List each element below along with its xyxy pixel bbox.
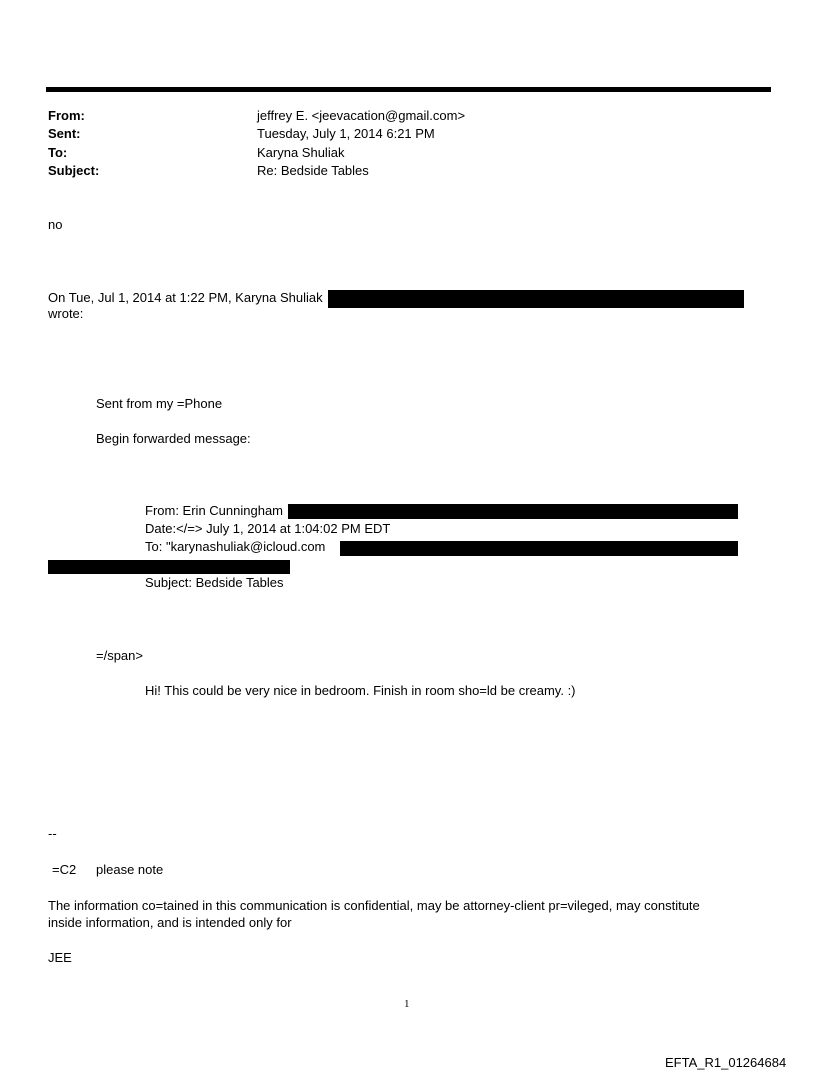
- page-number: 1: [404, 998, 410, 1010]
- redaction-bar: [48, 560, 290, 574]
- from-label: From:: [48, 108, 85, 123]
- subject-label: Subject:: [48, 163, 100, 178]
- to-value: Karyna Shuliak: [257, 145, 345, 160]
- forwarded-subject: Subject: Bedside Tables: [145, 575, 284, 590]
- initials: JEE: [48, 950, 72, 965]
- forwarded-date: Date:</=> July 1, 2014 at 1:04:02 PM EDT: [145, 521, 391, 536]
- span-artifact: =/span>: [96, 648, 143, 663]
- redaction-bar: [288, 504, 738, 519]
- forwarded-from: From: Erin Cunningham: [145, 503, 283, 518]
- disclaimer-line-1: The information co=tained in this communication is confidential, may be attorney-client pr=vileged, may constitute: [48, 898, 700, 913]
- to-label: To:: [48, 145, 68, 160]
- header-divider: [46, 87, 771, 92]
- message-text: Hi! This could be very nice in bedroom. Finish in room sho=ld be creamy. :): [145, 683, 576, 698]
- sent-label: Sent:: [48, 126, 81, 141]
- from-value: jeffrey E. <jeevacation@gmail.com>: [257, 108, 466, 123]
- forwarded-to: To: "karynashuliak@icloud.com: [145, 539, 326, 554]
- signature-separator: --: [48, 826, 57, 841]
- sent-from-line: Sent from my =Phone: [96, 396, 223, 411]
- redaction-bar: [340, 541, 738, 556]
- begin-forwarded-line: Begin forwarded message:: [96, 431, 251, 446]
- quote-intro-wrote: wrote:: [48, 306, 84, 321]
- subject-value: Re: Bedside Tables: [257, 163, 369, 178]
- sent-value: Tuesday, July 1, 2014 6:21 PM: [257, 126, 435, 141]
- c2-artifact: =C2: [52, 862, 77, 877]
- document-id: EFTA_R1_01264684: [665, 1055, 787, 1070]
- quote-intro: On Tue, Jul 1, 2014 at 1:22 PM, Karyna Shuliak: [48, 290, 323, 305]
- redaction-bar: [328, 290, 744, 308]
- reply-text: no: [48, 217, 63, 232]
- please-note: please note: [96, 862, 164, 877]
- disclaimer-line-2: inside information, and is intended only for: [48, 915, 292, 930]
